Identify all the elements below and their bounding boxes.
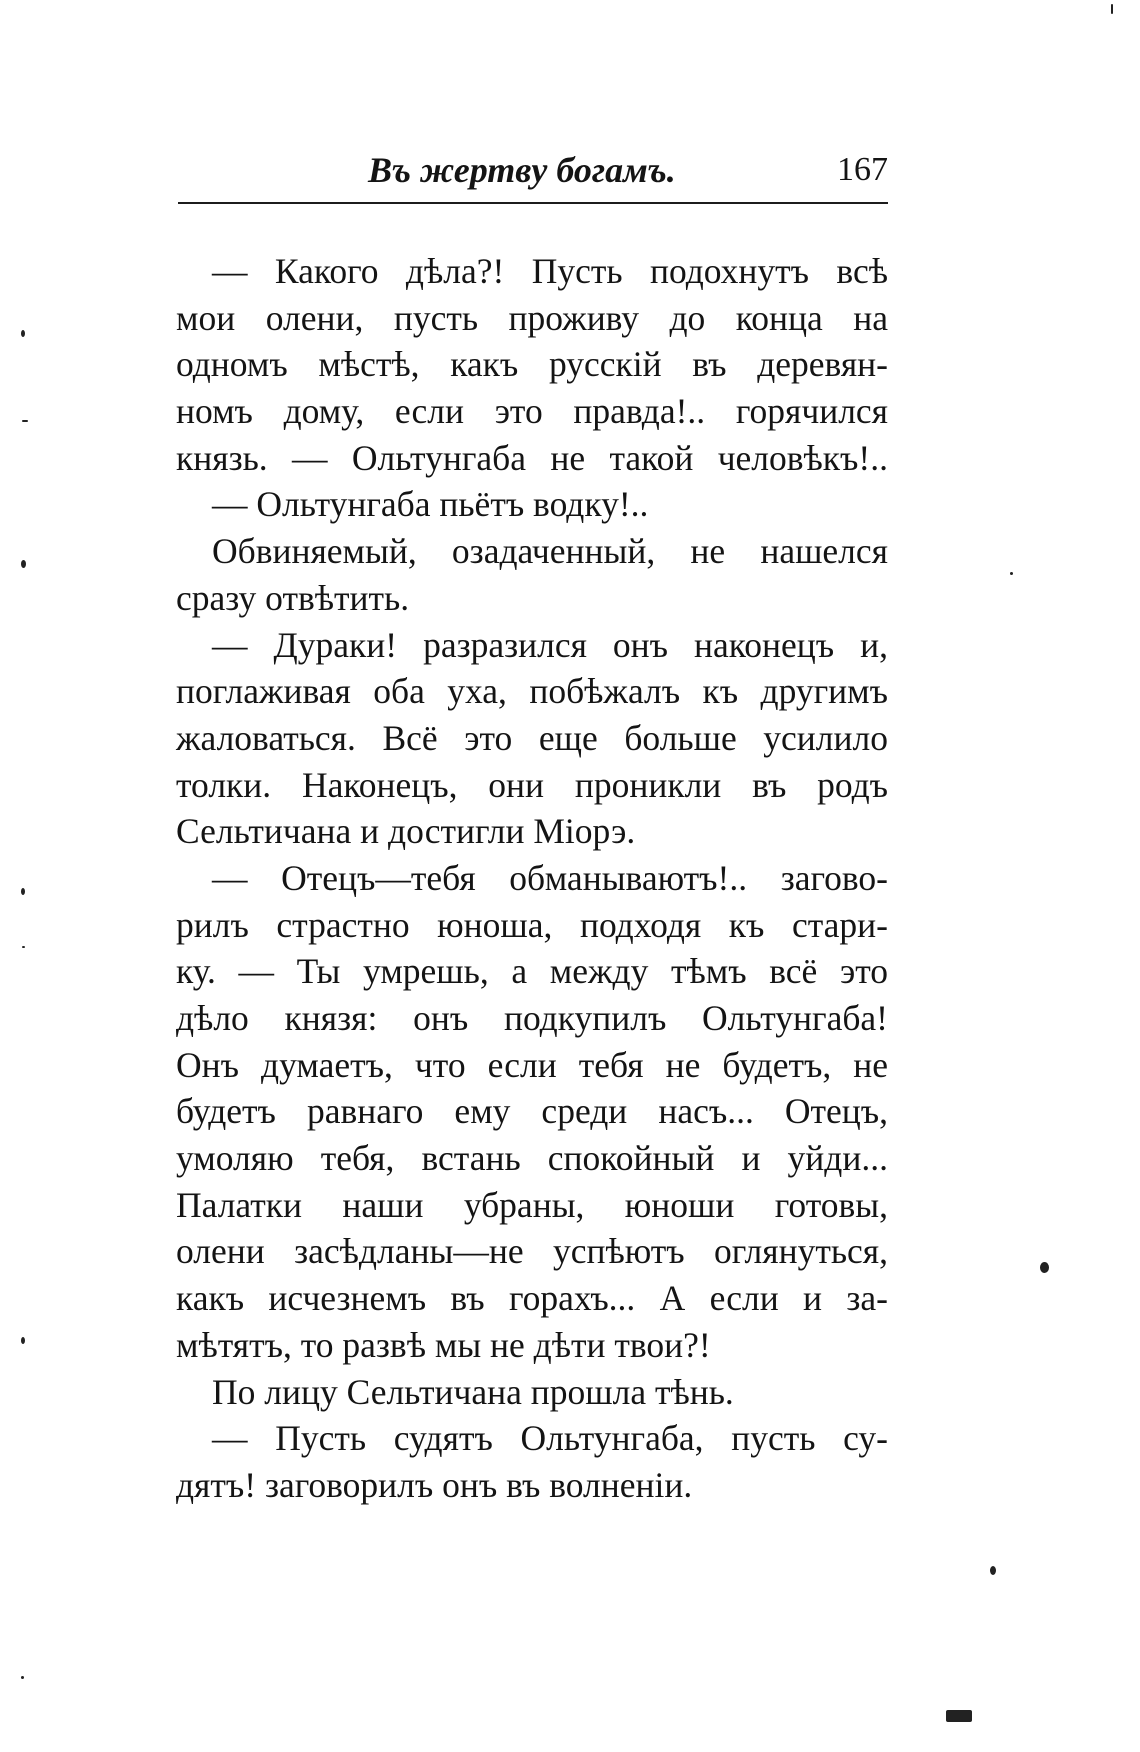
- text-line: — Ольтунгаба пьётъ водку!..: [212, 484, 649, 525]
- text-line: — Пусть судятъ Ольтунгаба, пусть су-: [212, 1418, 888, 1459]
- text-line: рилъ страстно юноша, подходя къ стари-: [176, 904, 888, 945]
- text-line: — Отецъ—тебя обманываютъ!.. загово-: [212, 857, 888, 898]
- scan-speck: [22, 420, 28, 422]
- text-line: — Дураки! разразился онъ наконецъ и,: [212, 624, 888, 665]
- scan-speck: [21, 1337, 25, 1344]
- scan-speck: [946, 1710, 972, 1722]
- text-line: По лицу Сельтичана прошла тѣнь.: [212, 1371, 734, 1412]
- text-line: ку. — Ты умрешь, а между тѣмъ всё это: [176, 951, 888, 992]
- text-line: поглаживая оба уха, побѣжалъ къ другимъ: [176, 671, 888, 712]
- text-line: дѣло князя: онъ подкупилъ Ольтунгаба!: [176, 998, 888, 1038]
- body-text: [176, 248, 888, 1509]
- text-line: толки. Наконецъ, они проникли въ родъ: [176, 764, 888, 805]
- text-line: жаловаться. Всё это еще больше усилило: [176, 717, 888, 758]
- scan-speck: [1010, 572, 1013, 575]
- text-line: Обвиняемый, озадаченный, не нашелся: [212, 531, 888, 572]
- text-line: — Какого дѣла?! Пусть подохнутъ всѣ: [212, 251, 888, 291]
- text-line: номъ дому, если это правда!.. горячился: [176, 391, 888, 432]
- running-title: Въ жертву богамъ.: [368, 150, 676, 190]
- text-line: Палатки наши убраны, юноши готовы,: [176, 1184, 888, 1225]
- scan-speck: [21, 560, 26, 568]
- text-line: какъ исчезнемъ въ горахъ... А если и за-: [176, 1278, 888, 1319]
- scan-speck: [22, 946, 25, 948]
- scan-speck: [1040, 1262, 1049, 1273]
- text-line: Сельтичана и достигли Міорэ.: [176, 811, 636, 852]
- page-number: 167: [837, 151, 888, 188]
- text-line: умоляю тебя, встань спокойный и уйди...: [176, 1138, 888, 1179]
- scan-speck: [1111, 4, 1113, 14]
- text-line: олени засѣдланы—не успѣютъ оглянуться,: [176, 1231, 888, 1272]
- header-rule: [178, 202, 888, 204]
- text-line: дятъ! заговорилъ онъ въ волненіи.: [176, 1464, 693, 1505]
- text-line: будетъ равнаго ему среди насъ... Отецъ,: [176, 1091, 888, 1132]
- text-line: князь. — Ольтунгаба не такой человѣкъ!..: [176, 437, 888, 478]
- running-head: [178, 148, 888, 196]
- scan-speck: [21, 330, 25, 337]
- scan-speck: [21, 1676, 24, 1679]
- scan-speck: [990, 1566, 996, 1575]
- scan-speck: [21, 888, 25, 895]
- text-line: одномъ мѣстѣ, какъ русскій въ деревян-: [176, 344, 888, 385]
- text-line: мѣтятъ, то развѣ мы не дѣти твои?!: [176, 1324, 711, 1365]
- text-line: сразу отвѣтить.: [176, 577, 410, 618]
- text-line: мои олени, пусть проживу до конца на: [176, 297, 888, 338]
- text-line: Онъ думаетъ, что если тебя не будетъ, не: [176, 1044, 888, 1085]
